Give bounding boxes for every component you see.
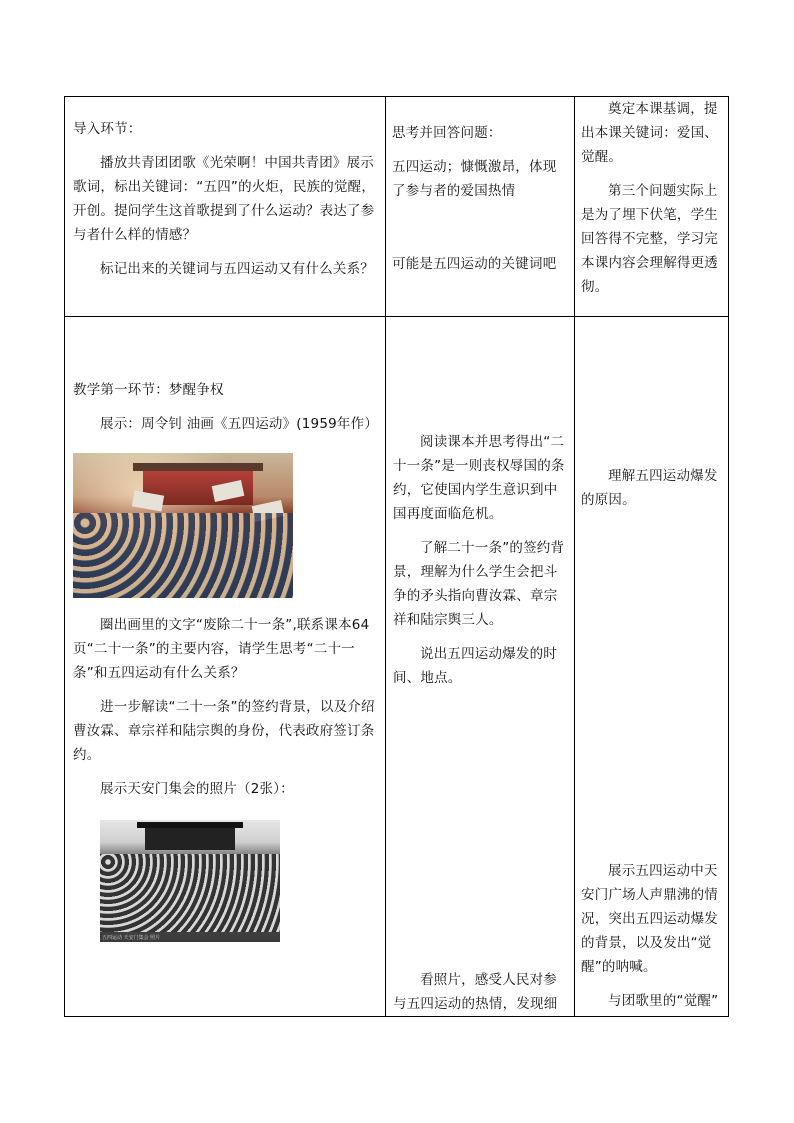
row1-design-cell [581,97,723,299]
intro-paragraph: 播放共青团团歌《光荣啊！中国共青团》展示歌词，标出关键词：“五四”的火炬，民族的觉醒，开创。提问学生这首歌提到了什么运动？表达了参与者什么样的情感？ [73,155,376,243]
row1-student-cell [392,121,568,276]
row-divider [65,316,728,317]
student-background: 了解二十一条”的签约背景，理解为什么学生会把斗争的矛头指向曹汝霖、章宗祥和陆宗舆三人。 [393,540,565,628]
section-heading: 教学第一环节：梦醒争权 [73,382,224,398]
row2-student-cell-lower [393,968,569,1016]
student-answer-2: 可能是五四运动的关键词吧 [392,256,557,272]
design-link-song: 与团歌里的“觉醒” [608,993,719,1009]
painting-caption: 展示：周令钊 油画《五四运动》(1959年作） [100,416,379,432]
lesson-plan-table [64,96,729,1017]
intro-question: 标记出来的关键词与五四运动又有什么关系？ [100,261,374,277]
student-answer-1: 五四运动；慷慨激昂，体现了参与者的爱国热情 [392,159,557,199]
painting-image [73,453,293,598]
painting-question: 圈出画里的文字“废除二十一条”,联系课本64页“二十一条”的主要内容，请学生思考“二十一条”和五四运动有什么关系？ [73,617,370,681]
student-photo-task: 看照片，感受人民对参与五四运动的热情，发现细 [393,972,558,1012]
row2-teacher-cell [73,378,379,436]
row2-teacher-cell-lower [73,613,379,801]
column-divider [574,97,575,1016]
design-cause: 理解五四运动爆发的原因。 [581,468,718,508]
row2-design-cell-lower [581,859,723,1013]
design-note-2: 第三个问题实际上是为了埋下伏笔，学生回答得不完整，学习完本课内容会理解得更透彻。 [581,183,718,295]
student-reading: 阅读课本并思考得出“二十一条”是一则丧权辱国的条约，它使国内学生意识到中国再度面临危机。 [393,434,565,522]
photo-intro: 展示天安门集会的照片（2张）： [100,781,294,797]
intro-heading: 导入环节： [73,121,142,137]
row2-design-cell [581,464,723,512]
design-photo-purpose: 展示五四运动中天安门广场人声鼎沸的情况，突出五四运动爆发的背景，以及发出“觉醒”的呐喊。 [581,863,718,975]
tiananmen-photo [100,820,280,942]
student-prompt: 思考并回答问题： [392,125,502,141]
row2-student-cell [393,430,569,690]
column-divider [385,97,386,1016]
treaty-background: 进一步解读“二十一条”的签约背景，以及介绍曹汝霖、章宗祥和陆宗舆的身份，代表政府签订条约。 [73,699,375,763]
design-note-1: 奠定本课基调，提出本课关键词：爱国、觉醒。 [581,101,718,165]
student-time-place: 说出五四运动爆发的时间、地点。 [393,646,557,686]
photo-caption: 五四运动 天安门集会 照片 [102,935,161,941]
row1-teacher-cell [73,117,379,281]
